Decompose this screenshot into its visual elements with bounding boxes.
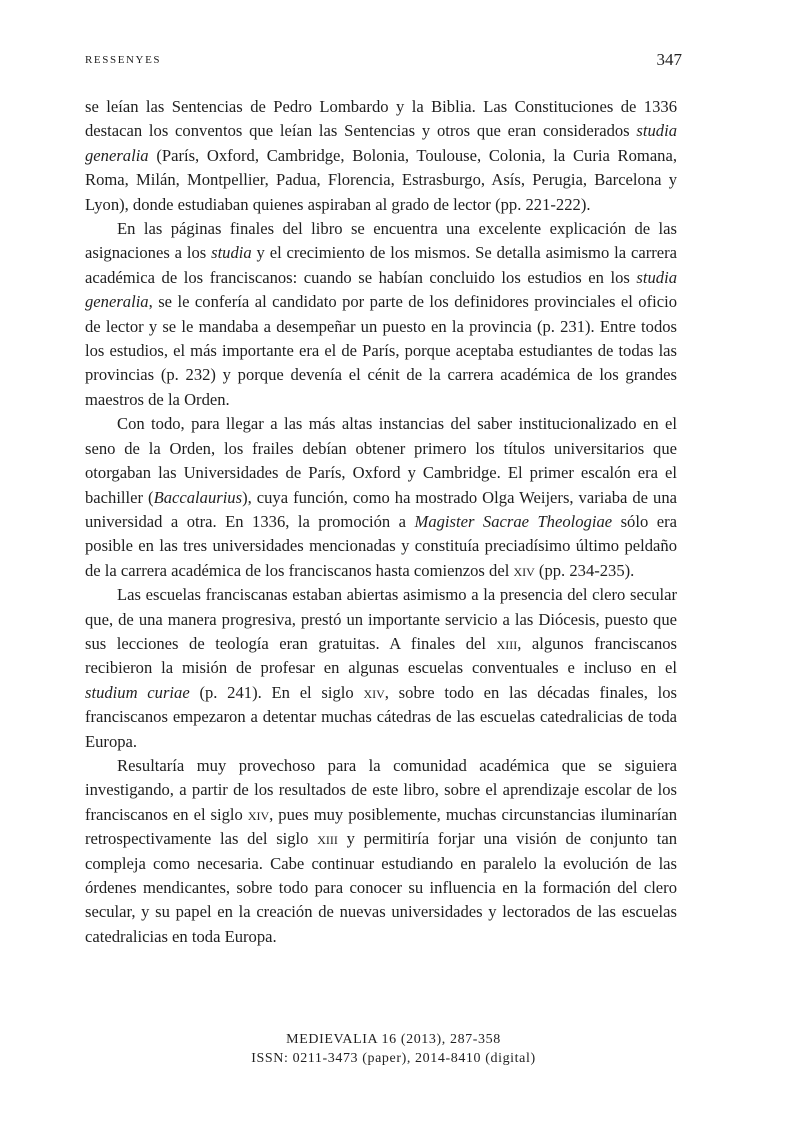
- review-body-text: [85, 95, 677, 949]
- text-run: (p. 241). En el siglo: [189, 682, 364, 702]
- italic-text: studia generalia: [85, 121, 677, 165]
- small-caps-text: xiv: [247, 804, 270, 824]
- italic-text: studium curiae: [85, 682, 190, 702]
- italic-text: studia: [211, 243, 252, 263]
- text-run: (pp. 234-235).: [534, 560, 635, 580]
- small-caps-text: xiii: [317, 829, 338, 849]
- paragraph: [85, 95, 677, 217]
- paragraph: [85, 754, 677, 949]
- text-run: , se le confería al candidato por parte de los definidores provinciales el oficio de lector y se le mandaba a desempeñar un puesto en la provincia (p. 231). Entre todos los estudios, el más importante era el de París, porque aceptaba estudiantes de todas las provincias (p. 232) y porque devenía el cénit de la carrera académica de los grandes maestros de la Orden.: [85, 292, 677, 409]
- text-run: Las escuelas franciscanas estaban abiertas asimismo a la presencia del clero secular que, de una manera progresiva, prestó un importante servicio a las Diócesis, puesto que sus lecciones de teología eran gratuitas. A finales del: [85, 585, 677, 653]
- text-run: , algunos franciscanos recibieron la misión de profesar en algunas escuelas conventuales e incluso en el: [85, 633, 678, 678]
- italic-text: Baccalaurius: [153, 487, 243, 507]
- italic-text: studia generalia: [85, 267, 677, 312]
- text-run: En las páginas finales del libro se encuentra una excelente explicación de las asignaciones a los: [85, 219, 677, 263]
- paragraph: [85, 412, 677, 583]
- journal-citation: MEDIEVALIA 16 (2013), 287-358: [286, 1032, 501, 1047]
- text-run: sólo era posible en las tres universidades mencionadas y constituía preciadísimo último peldaño de la carrera académica de los franciscanos hasta comienzos del: [85, 511, 677, 580]
- italic-text: Magister Sacrae Theologiae: [414, 511, 613, 531]
- page-number: 347: [656, 50, 682, 69]
- text-run: Con todo, para llegar a las más altas instancias del saber institucionalizado en el seno de la Orden, los frailes debían obtener primero los títulos universitarios que otorgaban las Universidades de París, Oxford y Cambridge. El primer escalón era el bachiller (: [85, 414, 677, 507]
- text-run: y permitiría forjar una visión de conjunto tan compleja como necesaria. Cabe continuar estudiando en paralelo la evolución de las órdenes mendicantes, sobre todo para conocer su influencia en la formación del clero secular, y su papel en la creación de nuevas universidades y lectorados de las escuelas catedralicias en toda Europa.: [85, 829, 677, 946]
- text-run: Resultaría muy provechoso para la comunidad académica que se siguiera investigando, a partir de los resultados de este libro, sobre el aprendizaje escolar de los franciscanos en el siglo: [85, 755, 677, 824]
- running-head: RESSENYES: [85, 54, 162, 66]
- text-run: , sobre todo en las décadas finales, los franciscanos empezaron a detentar muchas cátedras de las escuelas catedralicias de toda Europa.: [85, 682, 678, 751]
- text-run: , pues muy posiblemente, muchas circunstancias iluminarían retrospectivamente las del siglo: [85, 804, 677, 849]
- text-run: ), cuya función, como ha mostrado Olga Weijers, variaba de una universidad a otra. En 1336, la promoción a: [85, 487, 677, 531]
- paragraph: [85, 217, 677, 412]
- small-caps-text: xiii: [496, 633, 518, 653]
- small-caps-text: xiv: [363, 682, 385, 702]
- paragraph: [85, 583, 677, 754]
- issn-line: ISSN: 0211-3473 (paper), 2014-8410 (digital): [251, 1051, 536, 1066]
- text-run: se leían las Sentencias de Pedro Lombardo y la Biblia. Las Constituciones de 1336 destacan los conventos que leían las Sentencias y otros que eran considerados: [85, 97, 677, 141]
- text-run: y el crecimiento de los mismos. Se detalla asimismo la carrera académica de los franciscanos: cuando se habían concluido los estudios en los: [85, 243, 677, 287]
- small-caps-text: xiv: [513, 560, 535, 580]
- text-run: (París, Oxford, Cambridge, Bolonia, Toulouse, Colonia, la Curia Romana, Roma, Milán, Montpellier, Padua, Florencia, Estrasburgo, Asís, Perugia, Barcelona y Lyon), donde estudiaban quienes aspiraban al grado de lector (pp. 221-222).: [85, 145, 677, 214]
